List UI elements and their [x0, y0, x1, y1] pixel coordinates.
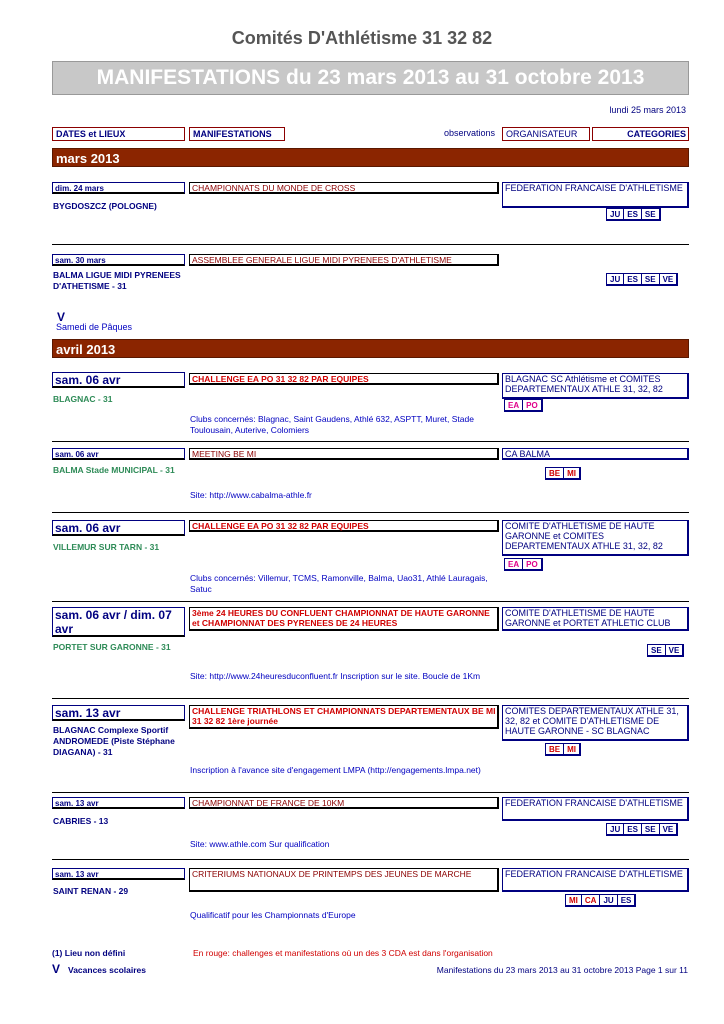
category-badge: ES [624, 274, 642, 284]
footer-vacances: Vacances scolaires [68, 965, 146, 975]
footer-red-note: En rouge: challenges et manifestations où un des 3 CDA est dans l'organisation [193, 948, 493, 958]
entry-date: sam. 13 avr [52, 705, 185, 721]
entry-place: BYGDOSZCZ (POLOGNE) [53, 201, 157, 211]
entry-note: Clubs concernés: Villemur, TCMS, Ramonville, Balma, Uao31, Athlé Lauragais, Satuc [190, 573, 488, 594]
col-header-observations: observations [444, 128, 496, 138]
category-badge: SE [642, 274, 660, 284]
category-badge: PO [526, 560, 538, 569]
category-badge: BE [546, 744, 564, 754]
category-badge: JU [607, 824, 624, 834]
category-badge: MI [567, 469, 577, 478]
category-badge: BE [546, 468, 564, 478]
entry-date: sam. 06 avr / dim. 07 avr [52, 607, 185, 637]
category-badge: ES [624, 824, 642, 834]
entry-organizer: FEDERATION FRANCAISE D'ATHLETISME [502, 868, 689, 892]
entry-date: dim. 24 mars [52, 182, 185, 194]
category-badge: EA [505, 400, 523, 410]
month-header-march: mars 2013 [52, 148, 689, 167]
entry-date: sam. 13 avr [52, 868, 185, 880]
page-title: MANIFESTATIONS du 23 mars 2013 au 31 octobre 2013 [52, 61, 689, 95]
footer-page: Manifestations du 23 mars 2013 au 31 octobre 2013 Page 1 sur 11 [436, 965, 688, 975]
entry-categories [606, 273, 678, 286]
divider [52, 859, 689, 860]
category-badge: VE [662, 825, 674, 834]
entry-place: VILLEMUR SUR TARN - 31 [53, 542, 160, 552]
category-badge: VE [662, 275, 674, 284]
entry-event: CHALLENGE EA PO 31 32 82 PAR EQUIPES [189, 520, 499, 532]
entry-place: PORTET SUR GARONNE - 31 [53, 642, 171, 652]
entry-date: sam. 06 avr [52, 448, 185, 460]
divider [52, 601, 689, 602]
entry-organizer: COMITE D'ATHLETISME DE HAUTE GARONNE et COMITES DEPARTEMENTAUX ATHLE 31, 32, 82 [502, 520, 689, 556]
entry-categories [606, 208, 661, 221]
entry-note: Qualificatif pour les Championnats d'Europe [190, 910, 356, 920]
category-badge: SE [644, 210, 656, 219]
entry-date: sam. 13 avr [52, 797, 185, 809]
category-badge: PO [526, 401, 538, 410]
entry-note: Site: http://www.24heuresduconfluent.fr Inscription sur le site. Boucle de 1Km [190, 671, 481, 681]
entry-note: Site: www.athle.com Sur qualification [190, 839, 330, 849]
document-date: lundi 25 mars 2013 [609, 105, 686, 115]
col-header-events: MANIFESTATIONS [189, 127, 285, 141]
entry-place: BALMA LIGUE MIDI PYRENEES D'ATHETISME - 31 [53, 270, 181, 291]
entry-place: SAINT RENAN - 29 [53, 886, 129, 896]
footer-lieu: (1) Lieu non défini [52, 948, 126, 958]
paques-note: Samedi de Pâques [56, 322, 133, 332]
entry-event: ASSEMBLEE GENERALE LIGUE MIDI PYRENEES D'ATHLETISME [189, 254, 499, 266]
divider [52, 792, 689, 793]
entry-place: BLAGNAC - 31 [53, 394, 113, 404]
holiday-v-mark: V [57, 310, 66, 324]
entry-categories [606, 823, 678, 836]
divider [52, 512, 689, 513]
entry-event: MEETING BE MI [189, 448, 499, 460]
entry-event: CRITERIUMS NATIONAUX DE PRINTEMPS DES JEUNES DE MARCHE [189, 868, 499, 892]
divider [52, 698, 689, 699]
divider [52, 441, 689, 442]
org-title: Comités D'Athlétisme 31 32 82 [231, 28, 493, 48]
footer-v-mark: V [52, 962, 61, 976]
category-badge: MI [567, 745, 577, 754]
category-badge: JU [607, 274, 624, 284]
entry-organizer: CA BALMA [502, 448, 689, 460]
category-badge: JU [607, 209, 624, 219]
entry-organizer: FEDERATION FRANCAISE D'ATHLETISME [502, 182, 689, 208]
col-header-dates: DATES et LIEUX [52, 127, 185, 141]
category-badge: SE [648, 645, 666, 655]
entry-event: 3ème 24 HEURES DU CONFLUENT CHAMPIONNAT DE HAUTE GARONNE et CHAMPIONNAT DES PYRENEES DE 24 HEURES [189, 607, 499, 631]
entry-date: sam. 06 avr [52, 520, 185, 536]
category-badge: VE [668, 646, 680, 655]
entry-organizer: COMITE D'ATHLETISME DE HAUTE GARONNE et PORTET ATHLETIC CLUB [502, 607, 689, 631]
entry-note[interactable]: Site: http://www.cabalma-athle.fr [190, 490, 312, 500]
entry-event: CHAMPIONNATS DU MONDE DE CROSS [189, 182, 499, 194]
entry-event: CHALLENGE TRIATHLONS ET CHAMPIONNATS DEPARTEMENTAUX BE MI 31 32 82 1ère journée [189, 705, 499, 729]
entry-categories [545, 467, 581, 480]
category-badge: ES [620, 896, 632, 905]
col-header-organizer: ORGANISATEUR [502, 127, 590, 141]
category-badge: CA [582, 895, 601, 905]
entry-note: Inscription à l'avance site d'engagement LMPA (http://engagements.lmpa.net) [190, 765, 481, 775]
entry-organizer: FEDERATION FRANCAISE D'ATHLETISME [502, 797, 689, 821]
entry-organizer: BLAGNAC SC Athlétisme et COMITES DEPARTEMENTAUX ATHLE 31, 32, 82 [502, 373, 689, 399]
entry-note: Clubs concernés: Blagnac, Saint Gaudens, Athlé 632, ASPTT, Muret, Stade Toulousain, Auterive, Colomiers [190, 414, 474, 435]
category-badge: JU [600, 895, 617, 905]
entry-date: sam. 06 avr [52, 372, 185, 388]
category-badge: SE [642, 824, 660, 834]
entry-date: sam. 30 mars [52, 254, 185, 266]
category-badge: MI [566, 895, 582, 905]
entry-categories [565, 894, 636, 907]
entry-place: BALMA Stade MUNICIPAL - 31 [53, 465, 175, 475]
entry-categories [504, 399, 543, 412]
col-header-categories: CATEGORIES [592, 127, 689, 141]
entry-categories [545, 743, 581, 756]
entry-organizer: COMITES DEPARTEMENTAUX ATHLE 31, 32, 82 et COMITE D'ATHLETISME DE HAUTE GARONNE - SC BLAGNAC [502, 705, 689, 741]
category-badge: ES [624, 209, 642, 219]
entry-categories [647, 644, 684, 657]
month-header-april: avril 2013 [52, 339, 689, 358]
category-badge: EA [505, 559, 523, 569]
entry-place: CABRIES - 13 [53, 816, 109, 826]
entry-categories [504, 558, 543, 571]
entry-place: BLAGNAC Complexe Sportif ANDROMEDE (Piste Stéphane DIAGANA) - 31 [53, 725, 175, 757]
entry-event: CHAMPIONNAT DE FRANCE DE 10KM [189, 797, 499, 809]
entry-event: CHALLENGE EA PO 31 32 82 PAR EQUIPES [189, 373, 499, 385]
divider [52, 244, 689, 245]
